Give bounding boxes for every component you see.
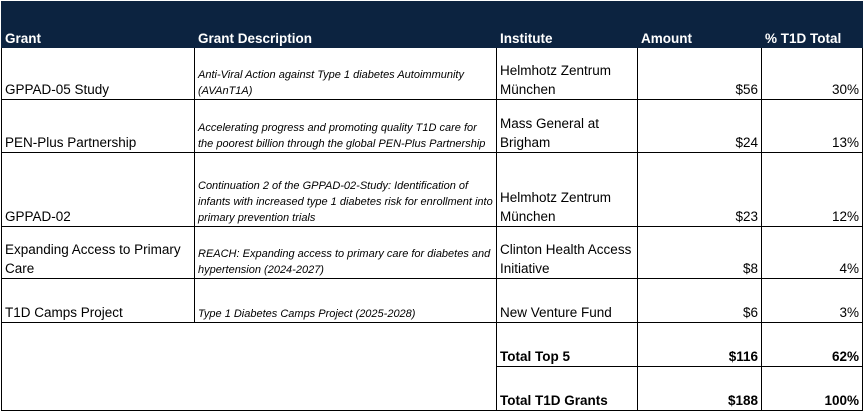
grants-table-sheet — [1, 1, 862, 410]
grant-cell: PEN-Plus Partnership — [2, 100, 195, 153]
institute-cell: Clinton Health Access Initiative — [497, 227, 638, 279]
grants-table — [1, 1, 863, 411]
description-cell: Type 1 Diabetes Camps Project (2025-2028) — [195, 279, 497, 323]
header-grant: Grant — [2, 2, 195, 48]
pct-cell: 4% — [762, 227, 863, 279]
total-amount: $116 — [638, 323, 762, 367]
total-pct: 62% — [762, 323, 863, 367]
amount-cell: $56 — [638, 48, 762, 100]
total-label: Total Top 5 — [497, 323, 638, 367]
header-description: Grant Description — [195, 2, 497, 48]
header-pct: % T1D Total — [762, 2, 863, 48]
pct-cell: 3% — [762, 279, 863, 323]
amount-cell: $24 — [638, 100, 762, 153]
institute-cell: Helmhotz Zentrum München — [497, 153, 638, 227]
header-row — [2, 2, 863, 48]
amount-cell: $6 — [638, 279, 762, 323]
description-cell: Accelerating progress and promoting quality T1D care for the poorest billion through the global PEN-Plus Partnership — [195, 100, 497, 153]
grant-cell: Expanding Access to Primary Care — [2, 227, 195, 279]
description-cell: REACH: Expanding access to primary care for diabetes and hypertension (2024-2027) — [195, 227, 497, 279]
header-amount: Amount — [638, 2, 762, 48]
table-row — [2, 153, 863, 227]
pct-cell: 30% — [762, 48, 863, 100]
institute-cell: Helmhotz Zentrum München — [497, 48, 638, 100]
pct-cell: 13% — [762, 100, 863, 153]
grant-cell: GPPAD-05 Study — [2, 48, 195, 100]
total-label: Total T1D Grants — [497, 367, 638, 411]
table-row — [2, 100, 863, 153]
amount-cell: $8 — [638, 227, 762, 279]
grant-cell: T1D Camps Project — [2, 279, 195, 323]
table-row — [2, 48, 863, 100]
table-row — [2, 279, 863, 323]
amount-cell: $23 — [638, 153, 762, 227]
total-top5-row — [2, 323, 863, 367]
description-cell: Anti-Viral Action against Type 1 diabetes Autoimmunity (AVAnT1A) — [195, 48, 497, 100]
grant-cell: GPPAD-02 — [2, 153, 195, 227]
empty-total-area — [2, 323, 497, 411]
total-amount: $188 — [638, 367, 762, 411]
institute-cell: New Venture Fund — [497, 279, 638, 323]
header-institute: Institute — [497, 2, 638, 48]
description-cell: Continuation 2 of the GPPAD-02-Study: Identification of infants with increased type 1 diabetes risk for enrollment into primary prevention trials — [195, 153, 497, 227]
table-row — [2, 227, 863, 279]
institute-cell: Mass General at Brigham — [497, 100, 638, 153]
pct-cell: 12% — [762, 153, 863, 227]
total-pct: 100% — [762, 367, 863, 411]
